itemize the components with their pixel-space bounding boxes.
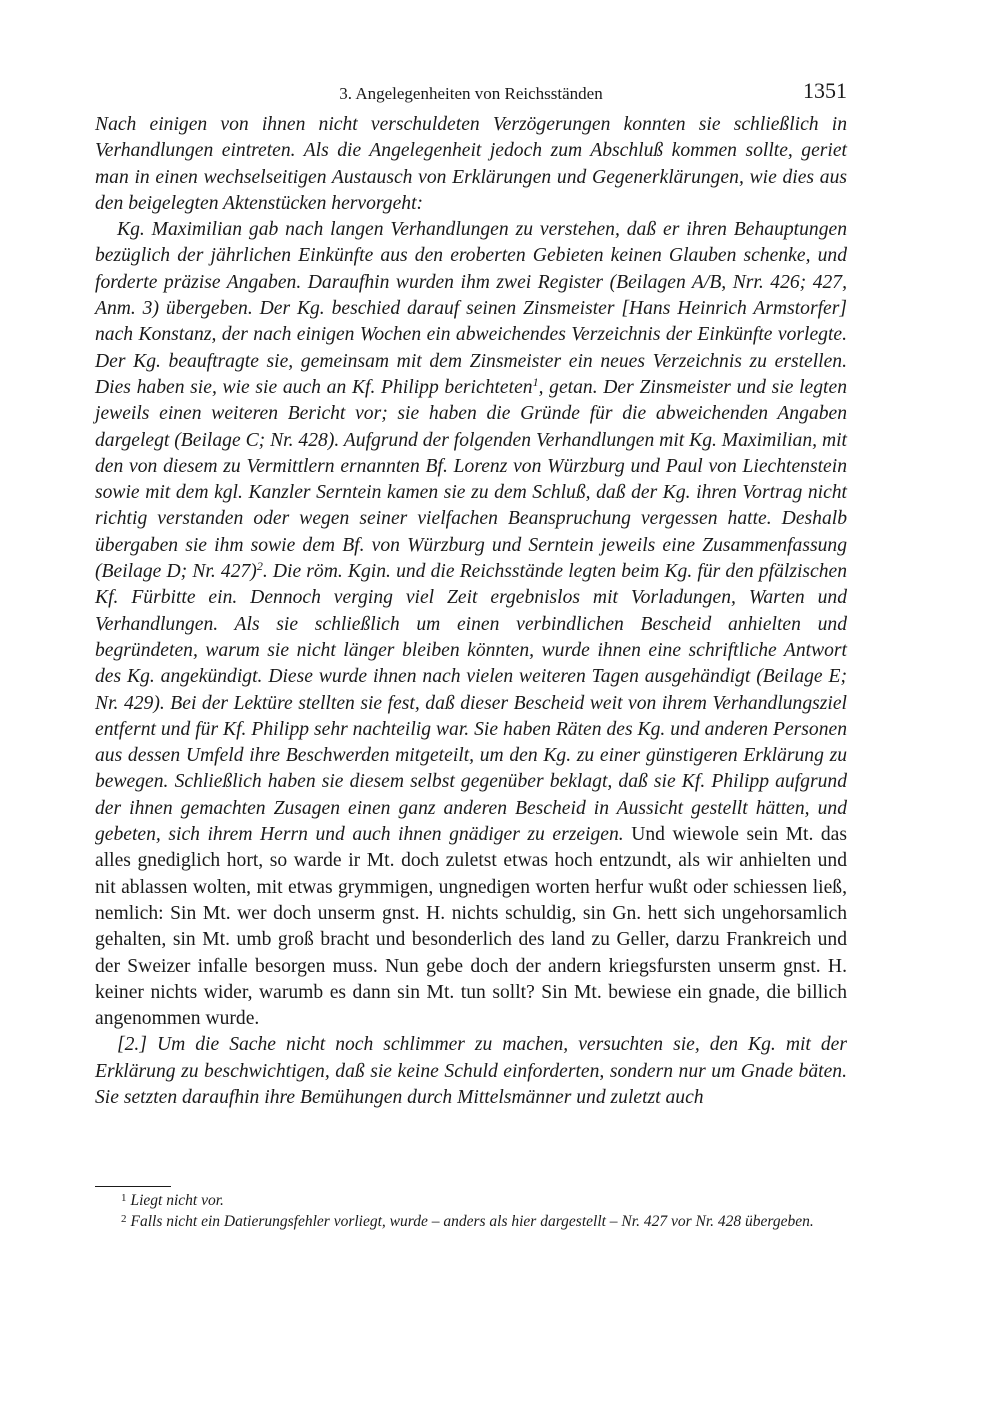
paragraph-1: Nach einigen von ihnen nicht verschuldeten Verzögerungen konnten sie schließlich in Verhandlungen eintreten. Als die Angelegenheit jedoch zum Abschluß kommen sollte, geriet man in einen wechselseitigen Austausch von Erklärungen und Gegenerklärungen, wie dies aus den beigelegten Aktenstücken hervorgeht:	[95, 114, 847, 214]
footnotes	[95, 1190, 847, 1232]
page	[95, 78, 847, 1111]
footnote-ref-2[interactable]: 2	[256, 559, 263, 574]
footnote-text: Liegt nicht vor.	[130, 1192, 224, 1209]
footnote-text: Falls nicht ein Datierungsfehler vorliegt, wurde – anders als hier dargestellt – Nr. 427 vor Nr. 428 übergeben.	[130, 1213, 814, 1230]
paragraph-2	[95, 217, 847, 1032]
paragraph-2-summary-b: , getan. Der Zinsmeister und sie legten jeweils einen weiteren Bericht vor; sie haben die Gründe für die abweichenden Angaben dargelegt (Beilage C; Nr. 428). Aufgrund der folgenden Verhandlungen mit Kg. Maximilian, mit den von diesem zu Vermittlern ernannten Bf. Lorenz von Würzburg und Paul von Liechtenstein sowie mit dem kgl. Kanzler Serntein kamen sie zu dem Schluß, daß der Kg. ihren Vortrag nicht richtig verstanden oder wegen seiner vielfachen Beanspruchung vergessen hatte. Deshalb übergaben sie ihm sowie dem Bf. von Würzburg und Serntein jeweils eine Zusammenfassung (Beilage D; Nr. 427)	[95, 376, 847, 583]
paragraph-2-summary-a: Kg. Maximilian gab nach langen Verhandlungen zu verstehen, daß er ihren Behauptungen bezüglich der jährlichen Einkünfte aus den eroberten Gebieten keinen Glauben schenke, und forderte präzise Angaben. Daraufhin wurden ihm zwei Register (Beilagen A/B, Nrr. 426; 427, Anm. 3) übergeben. Der Kg. beschied darauf seinen Zinsmeister [Hans Heinrich Armstorfer] nach Konstanz, der nach einigen Wochen ein abweichendes Verzeichnis der Einkünfte vorlegte. Der Kg. beauftragte sie, gemeinsam mit dem Zinsmeister ein neues Verzeichnis zu erstellen. Dies haben sie, wie sie auch an Kf. Philipp berichteten	[95, 219, 847, 398]
paragraph-2-summary-c: . Die röm. Kgin. und die Reichsstände legten beim Kg. für den pfälzischen Kf. Fürbitte ein. Dennoch verging viel Zeit ergebnislos mit Vorladungen, Warten und Verhandlungen. Als sie schließlich um einen verbindlichen Bescheid anhielten und begründeten, warum sie nicht länger bleiben könnten, wurde ihnen eine schriftliche Antwort des Kg. angekündigt. Diese wurde ihnen nach vielen weiteren Tagen ausgehändigt (Beilage E; Nr. 429). Bei der Lektüre stellten sie fest, daß dieser Bescheid weit von ihrem Verhandlungsziel entfernt und für Kf. Philipp sehr nachteilig war. Sie haben Räten des Kg. und anderen Personen aus dessen Umfeld ihre Beschwerden mitgeteilt, um den Kg. zu einer günstigeren Erklärung zu bewegen. Schließlich haben sie diesem selbst gegenüber beklagt, daß sie Kf. Philipp aufgrund der ihnen gemachten Zusagen einen ganz anderen Bescheid in Aussicht gestellt hätten, und gebeten, sich ihrem Herrn und auch ihnen gnädiger zu erzeigen.	[95, 561, 848, 846]
running-title: 3. Angelegenheiten von Reichsständen	[339, 84, 603, 103]
footnote-ref-1[interactable]: 1	[532, 374, 539, 389]
footnote-mark: 2	[121, 1213, 127, 1225]
paragraph-2-quotation: Und wiewole sein Mt. das alles gnediglich hort, so warde ir Mt. doch zuletst etwas hoch entzundt, als wir anhielten und nit ablassen wolten, mit etwas grymmigen, ungnedigen worten herfur wußt oder schiessen ließ, nemlich: Sin Mt. wer doch unserm gnst. H. nichts schuldig, sin Gn. hett sich ungehorsamlich gehalten, sin Mt. umb groß bracht und besonderlich des land zu Geller, darzu Frankreich und der Sweizer infalle besorgen muss. Nun gebe doch der andern kriegsfursten unserm gnst. H. keiner nichts wider, warumb es dann sin Mt. tun sollt? Sin Mt. bewiese ein gnade, die billich angenommen wurde.	[95, 824, 848, 1030]
footnote-1	[95, 1190, 847, 1211]
footnote-rule	[95, 1186, 171, 1187]
body-text	[95, 112, 847, 1111]
page-number: 1351	[803, 78, 847, 103]
footnote-mark: 1	[121, 1192, 127, 1204]
running-head	[95, 78, 847, 112]
footnote-2	[95, 1211, 847, 1232]
paragraph-3: [2.] Um die Sache nicht noch schlimmer zu machen, versuchten sie, den Kg. mit der Erklärung zu beschwichtigen, daß sie keine Schuld einforderten, sondern nur um Gnade bäten. Sie setzten daraufhin ihre Bemühungen durch Mittelsmänner und zuletzt auch	[95, 1034, 847, 1108]
